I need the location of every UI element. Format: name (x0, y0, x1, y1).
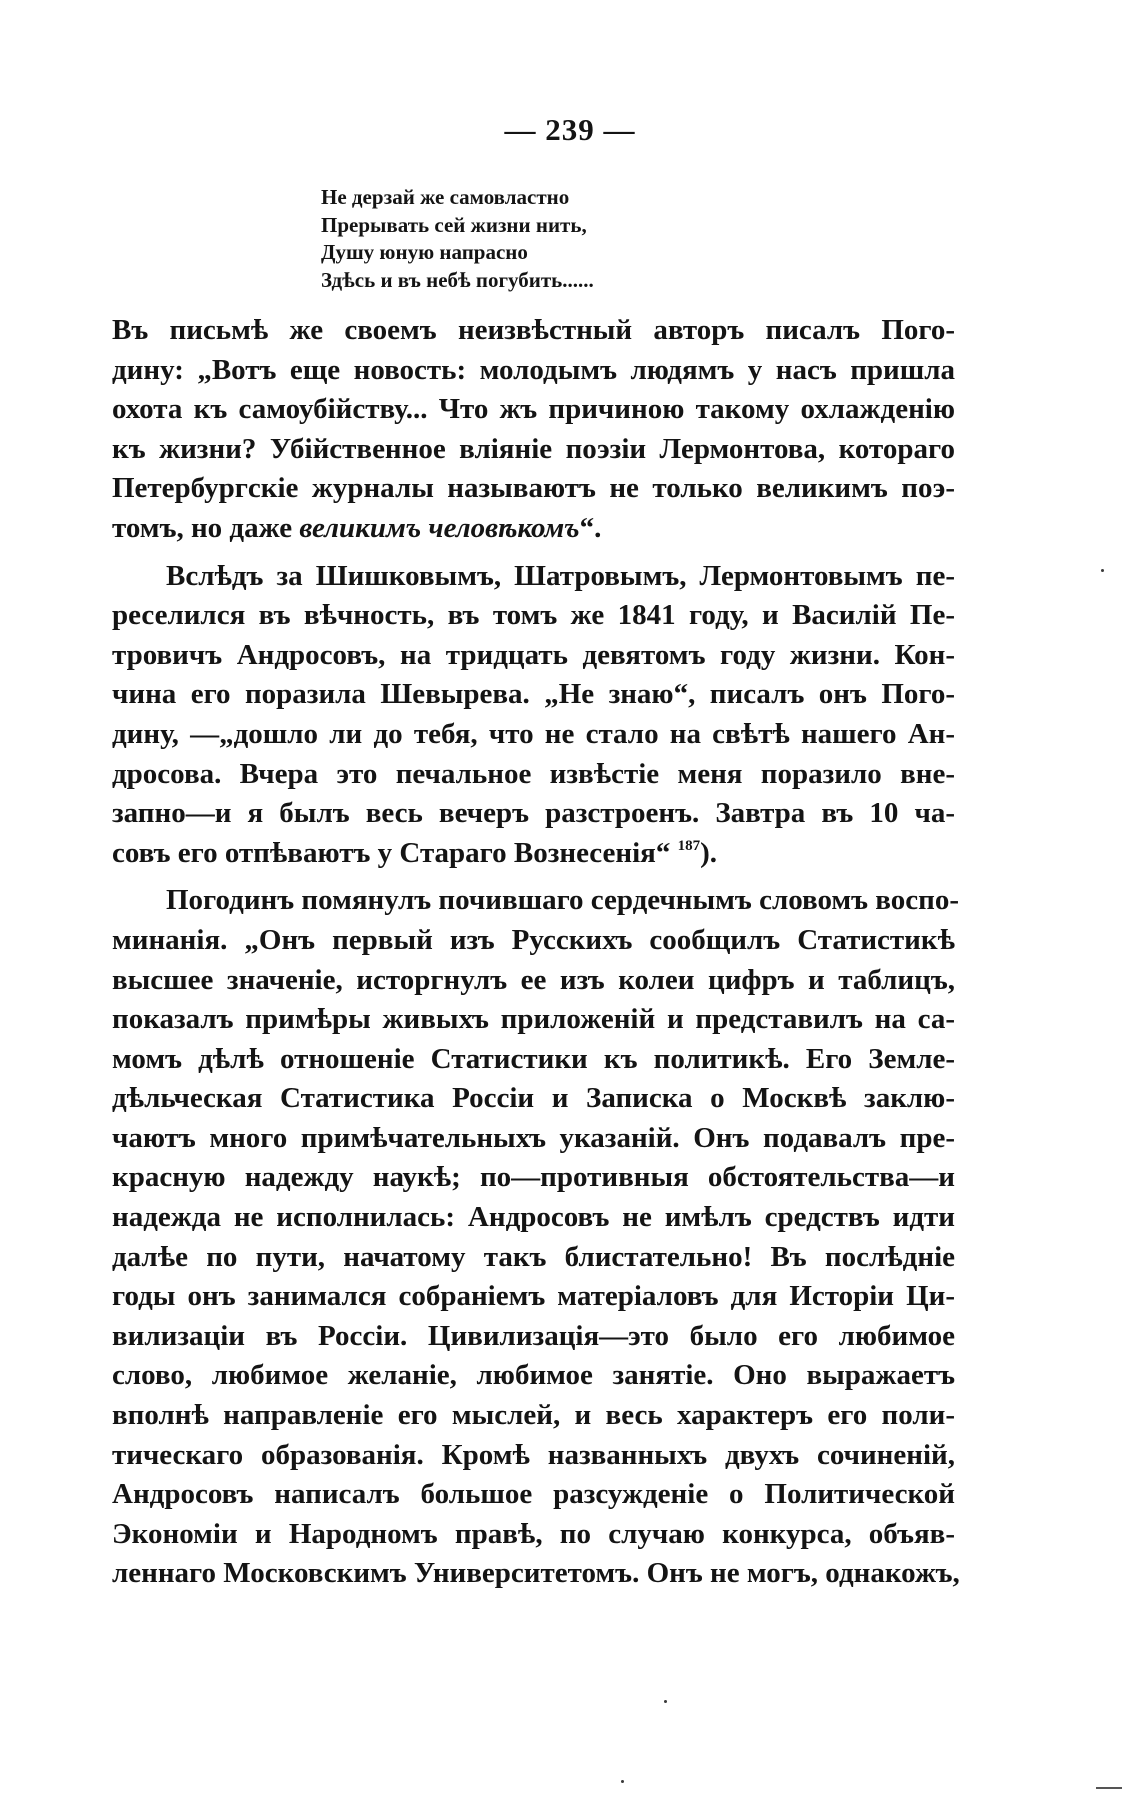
text-line: реселился въ вѣчность, въ томъ же 1841 году, и Василій Пе- (112, 599, 955, 632)
text-line: годы онъ занимался собраніемъ матеріаловъ для Исторіи Ци- (112, 1280, 955, 1313)
poem-line: Не дерзай же самовластно (321, 185, 570, 209)
text-line: охота къ самоубійству... Что жъ причиною такому охлажденію (112, 393, 955, 426)
text-line: чина его поразила Шевырева. „Не знаю“, писалъ онъ Пого- (112, 678, 955, 711)
text-line: запно—и я былъ весь вечеръ разстроенъ. Завтра въ 10 ча- (112, 797, 955, 830)
text-line: тическаго образованія. Кромѣ названныхъ двухъ сочиненій, (112, 1438, 955, 1471)
text-line: Андросовъ написалъ большое разсужденіе о Политической (112, 1478, 955, 1511)
paper-speck (1101, 569, 1104, 572)
text-line: высшее значеніе, исторгнулъ ее изъ колеи цифръ и таблицъ, (112, 963, 955, 996)
poem-line: Прерывать сей жизни нить, (321, 212, 587, 237)
text-line: вилизаціи въ Россіи. Цивилизація—это было его любимое (112, 1319, 955, 1352)
text-line: показалъ примѣры живыхъ приложеній и представилъ на са- (112, 1003, 955, 1036)
paper-speck (621, 1780, 624, 1783)
text-line: Вслѣдъ за Шишковымъ, Шатровымъ, Лермонтовымъ пе- (166, 559, 955, 592)
text-line-last (112, 509, 955, 549)
text-line: тровичъ Андросовъ, на тридцать девятомъ году жизни. Кон- (112, 638, 955, 671)
poem-stanza (321, 184, 594, 294)
poem-line: Душу юную напрасно (321, 240, 528, 264)
text-line: Петербургскіе журналы называютъ не только великимъ поэ- (112, 472, 955, 505)
text-line: минанія. „Онъ первый изъ Русскихъ сообщилъ Статистикѣ (112, 923, 955, 956)
text-line: вполнѣ направленіе его мыслей, и весь характеръ его поли- (112, 1399, 955, 1432)
paragraph-pogodin-memorial (112, 881, 960, 1594)
page-number: — 239 — (504, 112, 636, 147)
paper-speck (664, 1700, 667, 1703)
text-fragment: томъ, но даже (112, 511, 300, 544)
text-line: дросова. Вчера это печальное извѣстіе меня поразило вне- (112, 757, 955, 790)
poem-line: Здѣсь и въ небѣ погубить...... (321, 267, 594, 292)
paragraph-letter-quote (112, 311, 955, 549)
text-line: надежда не исполнилась: Андросовъ не имѣлъ средствъ идти (112, 1201, 955, 1234)
text-line: момъ дѣлѣ отношеніе Статистики къ политикѣ. Его Земле- (112, 1042, 955, 1075)
text-line: чаютъ много примѣчательныхъ указаній. Онъ подавалъ пре- (112, 1121, 955, 1154)
paragraph-androsov-death (112, 557, 955, 874)
scan-edge-mark (1096, 1787, 1122, 1789)
text-line: Въ письмѣ же своемъ неизвѣстный авторъ писалъ Пого- (112, 314, 955, 346)
text-line: Погодинъ помянулъ почившаго сердечнымъ словомъ воспо- (166, 884, 960, 917)
footnote-reference: 187 (677, 837, 701, 854)
text-line: далѣе по пути, начатому такъ блистательно! Въ послѣдніе (112, 1240, 955, 1273)
text-line: красную надежду наукѣ; по—противныя обстоятельства—и (112, 1161, 955, 1194)
text-line: дину: „Вотъ еще новость: молодымъ людямъ у насъ пришла (112, 353, 955, 386)
body-text (112, 311, 960, 1602)
text-line: дину, —„дошло ли до тебя, что не стало на свѣтѣ нашего Ан- (112, 717, 955, 750)
text-line: къ жизни? Убійственное вліяніе поэзіи Лермонтова, котораго (112, 432, 955, 465)
text-line-last (112, 834, 955, 874)
text-fragment: совъ его отпѣваютъ у Стараго Вознесенія“ (112, 836, 678, 869)
text-line: Экономіи и Народномъ правѣ, по случаю конкурса, объяв- (112, 1517, 955, 1550)
italic-phrase: великимъ человѣкомъ (299, 511, 580, 544)
text-line: слово, любимое желаніе, любимое занятіе. Оно выражаетъ (112, 1359, 955, 1392)
text-fragment: ). (700, 836, 718, 869)
text-line: леннаго Московскимъ Университетомъ. Онъ не могъ, однакожъ, (112, 1557, 960, 1590)
text-line: дѣльческая Статистика Россіи и Записка о Москвѣ заклю- (112, 1082, 955, 1115)
text-fragment: “. (579, 511, 602, 544)
